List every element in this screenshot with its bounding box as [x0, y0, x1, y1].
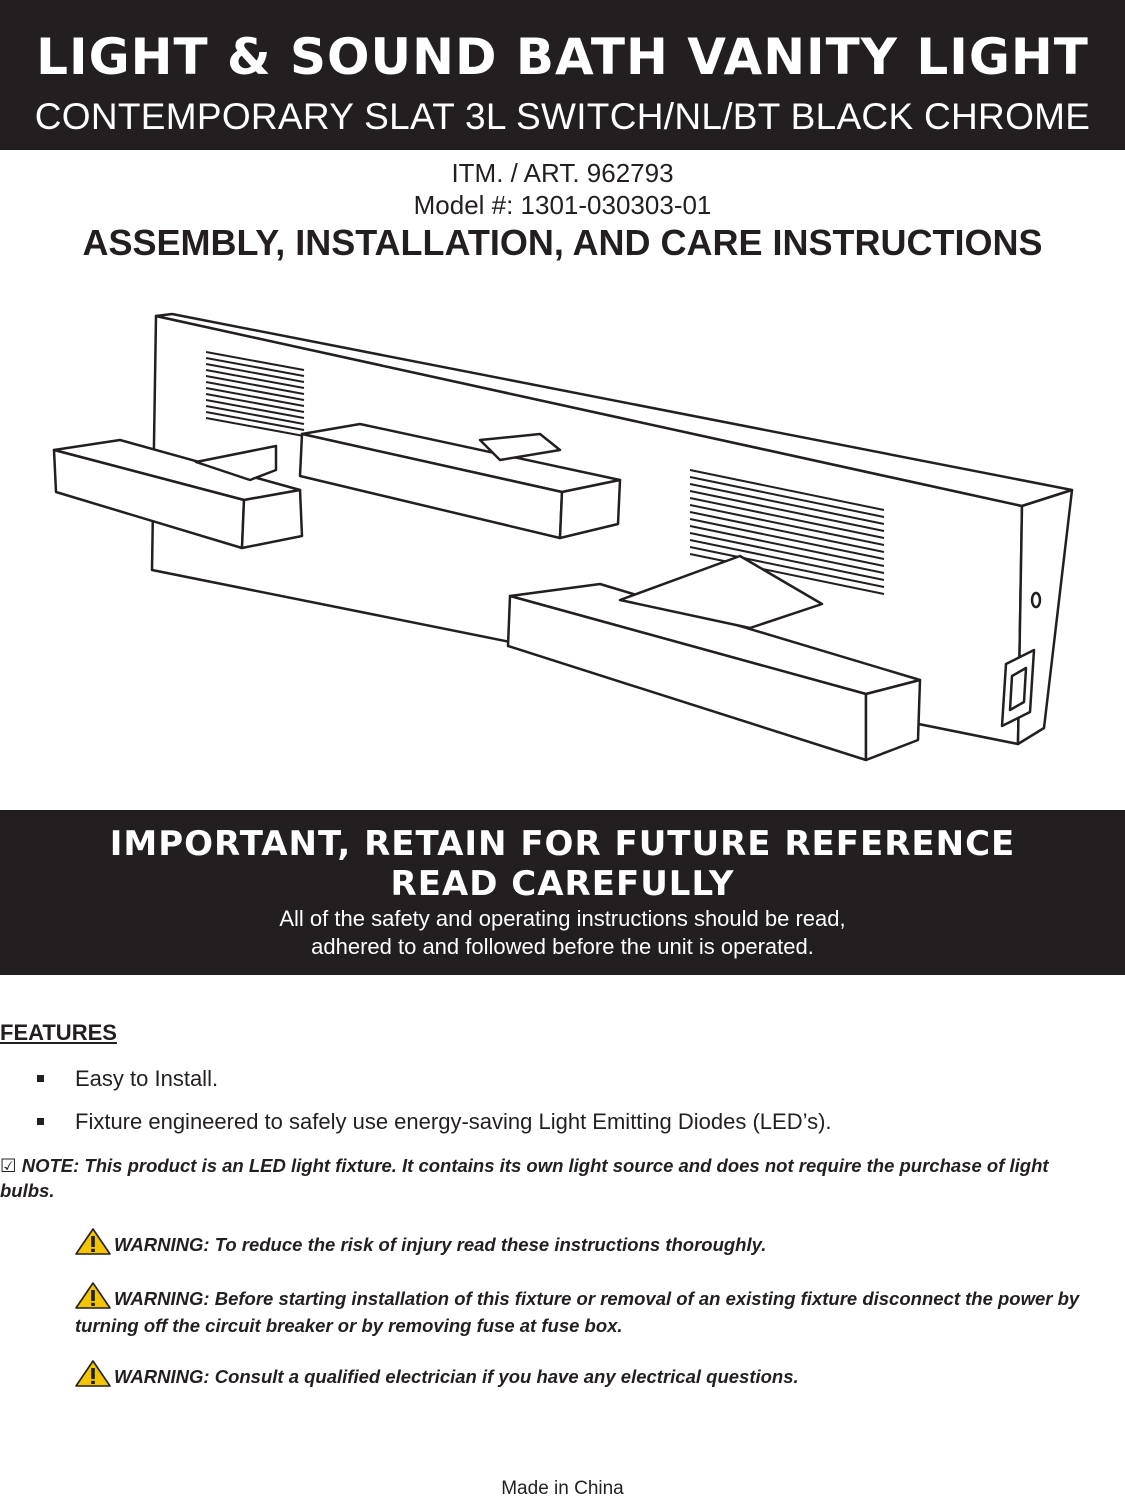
warning-1 — [75, 1228, 1085, 1258]
bullet-icon — [37, 1075, 44, 1082]
read-carefully-heading: READ CAREFULLY — [390, 864, 735, 904]
important-banner — [0, 810, 1125, 975]
document-heading: ASSEMBLY, INSTALLATION, AND CARE INSTRUCTIONS — [82, 222, 1043, 263]
important-heading: IMPORTANT, RETAIN FOR FUTURE REFERENCE — [109, 824, 1016, 864]
feature-item: Easy to Install. — [75, 1066, 219, 1091]
vanity-light-fixture-drawing — [40, 300, 1090, 780]
product-title: LIGHT & SOUND BATH VANITY LIGHT — [36, 28, 1089, 86]
indicator-dot — [1032, 593, 1040, 607]
features-heading: FEATURES — [0, 1020, 117, 1045]
feature-item: Fixture engineered to safely use energy-saving Light Emitting Diodes (LED’s). — [75, 1109, 832, 1134]
warning-text: WARNING: Before starting installation of this fixture or removal of an existing fixture disconnect the power by turning off the circuit breaker or by removing fuse at fuse box. — [75, 1288, 1080, 1336]
warning-triangle-icon — [75, 1228, 111, 1255]
led-note: ☑ NOTE: This product is an LED light fixture. It contains its own light source and does not require the purchase of light bulbs. — [0, 1155, 1049, 1201]
warning-2 — [75, 1282, 1085, 1339]
product-subtitle: CONTEMPORARY SLAT 3L SWITCH/NL/BT BLACK CHROME — [34, 96, 1091, 137]
important-text-line-1: All of the safety and operating instructions should be read, — [279, 906, 846, 931]
top-banner — [0, 0, 1125, 150]
warning-text: WARNING: To reduce the risk of injury read these instructions thoroughly. — [114, 1234, 767, 1255]
item-number: ITM. / ART. 962793 — [451, 158, 674, 188]
warning-triangle-icon — [75, 1282, 111, 1309]
made-in-china: Made in China — [501, 1478, 624, 1499]
bullet-icon — [37, 1118, 44, 1125]
important-text-line-2: adhered to and followed before the unit is operated. — [311, 934, 814, 959]
light-bar-right-end — [866, 680, 920, 760]
model-number: Model #: 1301-030303-01 — [413, 190, 712, 220]
warning-3 — [75, 1360, 1085, 1390]
warning-triangle-icon — [75, 1360, 111, 1387]
warning-text: WARNING: Consult a qualified electrician if you have any electrical questions. — [114, 1366, 799, 1387]
